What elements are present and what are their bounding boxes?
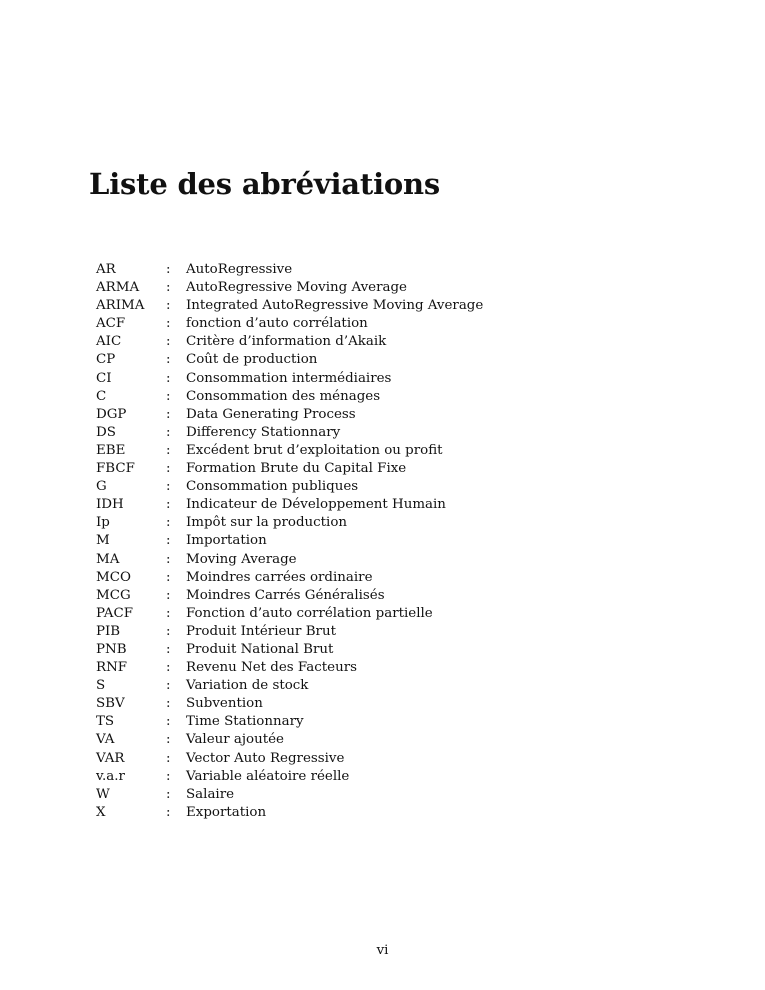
abbreviation-row bbox=[96, 605, 656, 623]
abbreviation-definition: AutoRegressive bbox=[186, 262, 293, 277]
abbreviation-separator: : bbox=[166, 678, 171, 694]
abbreviation-separator: : bbox=[166, 714, 171, 730]
abbreviation-row bbox=[96, 370, 656, 388]
abbreviation-term: X bbox=[96, 804, 106, 820]
abbreviation-definition: Variable aléatoire réelle bbox=[186, 768, 350, 784]
abbreviation-term: MA bbox=[96, 551, 120, 567]
abbreviation-separator: : bbox=[166, 442, 171, 458]
abbreviation-separator: : bbox=[166, 424, 171, 440]
abbreviation-term: DGP bbox=[96, 406, 127, 422]
abbreviation-row bbox=[96, 388, 656, 406]
abbreviation-definition: Indicateur de Développement Humain bbox=[186, 497, 446, 513]
abbreviation-separator: : bbox=[166, 786, 171, 802]
abbreviation-row bbox=[96, 659, 656, 677]
abbreviation-separator: : bbox=[166, 551, 171, 567]
abbreviation-separator: : bbox=[166, 750, 171, 766]
abbreviation-separator: : bbox=[166, 696, 171, 712]
abbreviation-definition: Revenu Net des Facteurs bbox=[186, 660, 357, 676]
abbreviation-row bbox=[96, 442, 656, 460]
abbreviation-term: S bbox=[96, 678, 106, 694]
abbreviation-term: ARIMA bbox=[96, 298, 145, 314]
abbreviation-separator: : bbox=[166, 388, 171, 404]
abbreviation-separator: : bbox=[166, 660, 171, 676]
abbreviation-term: CP bbox=[96, 352, 116, 368]
abbreviation-separator: : bbox=[166, 569, 171, 585]
abbreviation-row bbox=[96, 641, 656, 659]
abbreviation-separator: : bbox=[166, 768, 171, 784]
abbreviation-definition: Valeur ajoutée bbox=[186, 732, 284, 748]
abbreviation-row bbox=[96, 496, 656, 514]
abbreviation-row bbox=[96, 750, 656, 768]
abbreviation-term: TS bbox=[96, 714, 115, 730]
abbreviation-row bbox=[96, 297, 656, 315]
abbreviation-row bbox=[96, 406, 656, 424]
abbreviation-definition: Consommation publiques bbox=[186, 479, 359, 495]
abbreviation-definition: Coût de production bbox=[186, 352, 318, 368]
abbreviation-term: AR bbox=[96, 262, 116, 277]
abbreviation-definition: fonction d’auto corrélation bbox=[186, 316, 368, 332]
abbreviation-separator: : bbox=[166, 298, 171, 314]
abbreviation-definition: Differency Stationnary bbox=[186, 424, 341, 440]
abbreviation-definition: Exportation bbox=[186, 804, 267, 820]
abbreviation-definition: Moindres carrées ordinaire bbox=[186, 569, 373, 585]
abbreviation-definition: Salaire bbox=[186, 786, 235, 802]
abbreviation-term: SBV bbox=[96, 696, 125, 712]
abbreviation-definition: Formation Brute du Capital Fixe bbox=[186, 461, 407, 477]
abbreviation-definition: Moving Average bbox=[186, 551, 297, 567]
abbreviation-separator: : bbox=[166, 804, 171, 820]
abbreviation-separator: : bbox=[166, 623, 171, 639]
abbreviation-list bbox=[96, 261, 656, 822]
abbreviation-row bbox=[96, 478, 656, 496]
abbreviation-term: RNF bbox=[96, 660, 128, 676]
abbreviation-term: ARMA bbox=[96, 280, 140, 296]
abbreviation-term: W bbox=[96, 786, 110, 802]
abbreviation-term: M bbox=[96, 533, 110, 549]
abbreviation-separator: : bbox=[166, 533, 171, 549]
abbreviation-separator: : bbox=[166, 370, 171, 386]
abbreviation-row bbox=[96, 786, 656, 804]
abbreviation-term: IDH bbox=[96, 497, 124, 513]
abbreviation-term: CI bbox=[96, 370, 112, 386]
abbreviation-separator: : bbox=[166, 479, 171, 495]
abbreviation-term: FBCF bbox=[96, 461, 135, 477]
abbreviation-row bbox=[96, 333, 656, 351]
abbreviation-row bbox=[96, 569, 656, 587]
abbreviation-separator: : bbox=[166, 732, 171, 748]
abbreviation-separator: : bbox=[166, 352, 171, 368]
abbreviation-definition: Excédent brut d’exploitation ou profit bbox=[186, 442, 443, 458]
abbreviation-term: ACF bbox=[96, 316, 126, 332]
abbreviation-row bbox=[96, 315, 656, 333]
abbreviation-row bbox=[96, 460, 656, 478]
abbreviation-definition: Variation de stock bbox=[186, 678, 309, 694]
abbreviation-row bbox=[96, 261, 656, 279]
abbreviation-definition: Produit Intérieur Brut bbox=[186, 623, 336, 639]
abbreviation-separator: : bbox=[166, 497, 171, 513]
abbreviation-term: MCO bbox=[96, 569, 131, 585]
abbreviation-separator: : bbox=[166, 605, 171, 621]
abbreviation-definition: Impôt sur la production bbox=[186, 515, 348, 531]
abbreviation-definition: Consommation intermédiaires bbox=[186, 370, 392, 386]
abbreviation-separator: : bbox=[166, 515, 171, 531]
abbreviation-row bbox=[96, 514, 656, 532]
abbreviation-separator: : bbox=[166, 334, 171, 350]
abbreviation-separator: : bbox=[166, 641, 171, 657]
abbreviation-row bbox=[96, 731, 656, 749]
abbreviation-term: DS bbox=[96, 424, 116, 440]
abbreviation-definition: Consommation des ménages bbox=[186, 388, 381, 404]
abbreviation-row bbox=[96, 804, 656, 822]
abbreviation-row bbox=[96, 677, 656, 695]
abbreviation-term: Ip bbox=[96, 515, 110, 531]
abbreviation-term: EBE bbox=[96, 442, 126, 458]
abbreviation-row bbox=[96, 351, 656, 369]
abbreviation-row bbox=[96, 551, 656, 569]
abbreviation-definition: Fonction d’auto corrélation partielle bbox=[186, 605, 433, 621]
abbreviation-term: v.a.r bbox=[96, 768, 125, 784]
page-number: vi bbox=[376, 943, 389, 958]
abbreviation-definition: Subvention bbox=[186, 696, 263, 712]
abbreviation-row bbox=[96, 424, 656, 442]
abbreviation-definition: Data Generating Process bbox=[186, 406, 356, 422]
abbreviation-term: PNB bbox=[96, 641, 127, 657]
abbreviation-row bbox=[96, 279, 656, 297]
abbreviation-separator: : bbox=[166, 587, 171, 603]
abbreviation-term: MCG bbox=[96, 587, 131, 603]
abbreviation-definition: Critère d’information d’Akaik bbox=[186, 334, 387, 350]
abbreviation-term: PACF bbox=[96, 605, 133, 621]
abbreviation-definition: Moindres Carrés Généralisés bbox=[186, 587, 385, 603]
abbreviation-separator: : bbox=[166, 461, 171, 477]
abbreviation-definition: AutoRegressive Moving Average bbox=[186, 280, 407, 296]
page-title: Liste des abréviations bbox=[89, 167, 441, 201]
abbreviation-separator: : bbox=[166, 316, 171, 332]
abbreviation-row bbox=[96, 532, 656, 550]
abbreviation-row bbox=[96, 587, 656, 605]
abbreviation-term: PIB bbox=[96, 623, 121, 639]
abbreviation-row bbox=[96, 623, 656, 641]
abbreviation-term: VA bbox=[96, 732, 115, 748]
abbreviation-definition: Integrated AutoRegressive Moving Average bbox=[186, 298, 484, 314]
abbreviation-row bbox=[96, 695, 656, 713]
abbreviation-separator: : bbox=[166, 406, 171, 422]
abbreviation-definition: Time Stationnary bbox=[186, 714, 304, 730]
abbreviation-term: AIC bbox=[96, 334, 122, 350]
abbreviation-term: G bbox=[96, 479, 107, 495]
abbreviation-term: VAR bbox=[96, 750, 125, 766]
abbreviation-definition: Vector Auto Regressive bbox=[186, 750, 345, 766]
abbreviation-term: C bbox=[96, 388, 107, 404]
abbreviation-separator: : bbox=[166, 262, 171, 277]
abbreviation-row bbox=[96, 713, 656, 731]
abbreviation-definition: Produit National Brut bbox=[186, 641, 334, 657]
abbreviation-separator: : bbox=[166, 280, 171, 296]
abbreviation-row bbox=[96, 768, 656, 786]
abbreviation-definition: Importation bbox=[186, 533, 267, 549]
